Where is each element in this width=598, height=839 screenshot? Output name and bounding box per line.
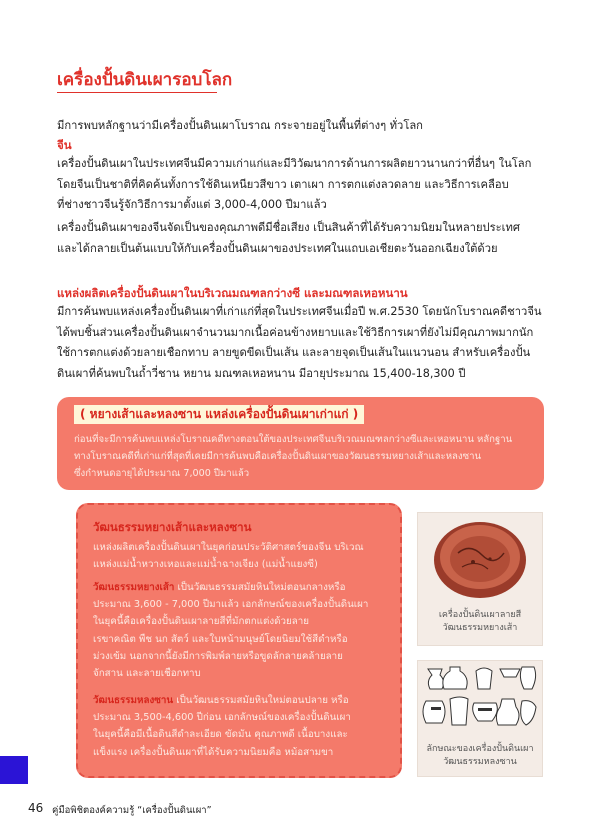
text-line: ซึ่งกำหนดอายุได้ประมาณ 7,000 ปีมาแล้ว	[74, 468, 250, 479]
vessel-drawings-image	[418, 661, 542, 741]
footer-text: คู่มือพิชิตองค์ความรู้ “เครื่องปั้นดินเผา”	[52, 805, 212, 816]
page-number: 46	[28, 801, 44, 815]
text-line: ม่วงเข้ม นอกจากนี้ยังมีการพิมพ์ลายหรือขูดลักลายคล้ายลาย	[93, 650, 343, 662]
text-line: ได้พบชิ้นส่วนเครื่องปั้นดินเผาจำนวนมากเนื้อค่อนข้างหยาบและใช้วิธีการเผาที่ยังไม่มีคุณภาพมากนัก	[57, 325, 534, 339]
text-line: ทางโบราณคดีที่เก่าแก่ที่สุดที่เคยมีการค้นพบคือเครื่องปั้นดินเผาของวัฒนธรรมหยางเส้าและหลงซาน	[74, 451, 482, 462]
culture-box-intro	[93, 539, 388, 573]
text-line: เครื่องปั้นดินเผาของจีนจัดเป็นของคุณภาพดีมีชื่อเสียง เป็นสินค้าที่ได้รับความนิยมในหลายประเทศ	[57, 221, 520, 234]
text-line: เป็นวัฒนธรรมสมัยหินใหม่ตอนปลาย หรือ	[173, 695, 349, 706]
china-paragraph-2	[57, 218, 557, 259]
culture-box-heading: วัฒนธรรมหยางเส้าและหลงซาน	[93, 520, 252, 534]
page-title: เครื่องปั้นดินเผารอบโลก	[57, 70, 233, 90]
text-line: ที่ช่างชาวจีนรู้จักวิธีการมาตั้งแต่ 3,000-4,000 ปีมาแล้ว	[57, 198, 327, 211]
page-side-marker	[0, 756, 28, 784]
text-line: มีการค้นพบแหล่งเครื่องปั้นดินเผาที่เก่าแก่ที่สุดในประเทศจีนเมื่อปี พ.ศ.2530 โดยนักโบราณคดีชาวจีน	[57, 305, 542, 318]
caption-line: เครื่องปั้นดินเผาลายสี	[438, 610, 522, 620]
caption-line: ลักษณะของเครื่องปั้นดินเผา	[426, 744, 534, 754]
text-line: ประมาณ 3,600 - 7,000 ปีมาแล้ว เอกลักษณ์ของเครื่องปั้นดินเผา	[93, 599, 369, 611]
text-line: เป็นวัฒนธรรมสมัยหินใหม่ตอนกลางหรือ	[174, 582, 346, 593]
yangshao-text	[93, 579, 388, 682]
text-line: แข็งแรง เครื่องปั้นดินเผาที่ได้รับความนิยมคือ หม้อสามขา	[93, 746, 334, 758]
text-line: ดินเผาที่ค้นพบในถ้ำวี่ชาน หยาน มณฑลเหอหนาน มีอายุประมาณ 15,400-18,300 ปี	[57, 366, 466, 380]
text-line: เครื่องปั้นดินเผาในประเทศจีนมีความเก่าแก่และมีวิวัฒนาการด้านการผลิตยาวนานกว่าที่อื่นๆ ในโลก	[57, 157, 532, 170]
section2-heading: แหล่งผลิตเครื่องปั้นดินเผาในบริเวณมณฑลกว่างซี และมณฑลเหอหนาน	[57, 286, 408, 300]
info-box-body	[74, 431, 534, 482]
intro-text: มีการพบหลักฐานว่ามีเครื่องปั้นดินเผาโบราณ กระจายอยู่ในพื้นที่ต่างๆ ทั่วโลก	[57, 119, 423, 132]
text-line: ใช้การตกแต่งด้วยลายเชือกทาบ ลายขูดขีดเป็นเส้น และลายจุดเป็นเส้นในแนวนอน สำหรับเครื่องปั้น	[57, 346, 531, 359]
text-line: จักสาน และลายเชือกทาบ	[93, 668, 201, 680]
text-line: แหล่งผลิตเครื่องปั้นดินเผาในยุคก่อนประวัติศาสตร์ของจีน บริเวณ	[93, 542, 364, 553]
longshan-text	[93, 692, 388, 761]
text-line: โดยจีนเป็นชาติที่คิดค้นทั้งการใช้ดินเหนียวสีขาว เตาเผา การตกแต่งลวดลาย และวิธีการเคลือบ	[57, 177, 509, 191]
text-line: แหล่งแม่น้ำหวางเหอและแม่น้ำฉางเจียง (แม่น้ำแยงซี)	[93, 559, 318, 571]
caption-line: วัฒนธรรมหยางเส้า	[442, 622, 518, 633]
title-underline	[57, 92, 217, 93]
caption-line: วัฒนธรรมหลงซาน	[443, 756, 517, 767]
text-line: ในยุคนี้คือมีเนื้อดินสีดำละเอียด ขัดมัน คุณภาพดี เนื้อบางและ	[93, 729, 348, 741]
info-box-title: ( หยางเส้าและหลงซาน แหล่งเครื่องปั้นดินเผาเก่าแก่ )	[74, 405, 364, 424]
photo-yangshao-bowl	[417, 512, 543, 646]
section2-paragraph	[57, 302, 557, 384]
china-paragraph-1	[57, 154, 557, 216]
photo-caption	[418, 609, 542, 634]
text-line: ก่อนที่จะมีการค้นพบแหล่งโบราณคดีทางตอนใต้ของประเทศจีนบริเวณมณฑลกว่างซีและเหอหนาน หลักฐาน	[74, 434, 513, 445]
china-heading: จีน	[57, 138, 72, 152]
yangshao-label: วัฒนธรรมหยางเส้า	[93, 582, 175, 593]
photo-caption	[418, 743, 542, 768]
text-line: เรขาคณิต พืช นก สัตว์ และใบหน้ามนุษย์โดยนิยมใช้สีดำหรือ	[93, 633, 348, 645]
info-box-yangshao-longshan	[57, 397, 544, 490]
painted-bowl-image	[418, 513, 542, 603]
culture-box	[76, 503, 402, 778]
text-line: ประมาณ 3,500-4,600 ปีก่อน เอกลักษณ์ของเครื่องปั้นดินเผา	[93, 712, 351, 724]
longshan-label: วัฒนธรรมหลงซาน	[93, 695, 174, 706]
text-line: ในยุคนี้คือเครื่องปั้นดินเผาลายสีที่มักตกแต่งด้วยลาย	[93, 616, 309, 628]
photo-longshan-vessels	[417, 660, 543, 777]
text-line: และได้กลายเป็นต้นแบบให้กับเครื่องปั้นดินเผาของประเทศในแถบเอเชียตะวันออกเฉียงใต้ด้วย	[57, 241, 498, 255]
